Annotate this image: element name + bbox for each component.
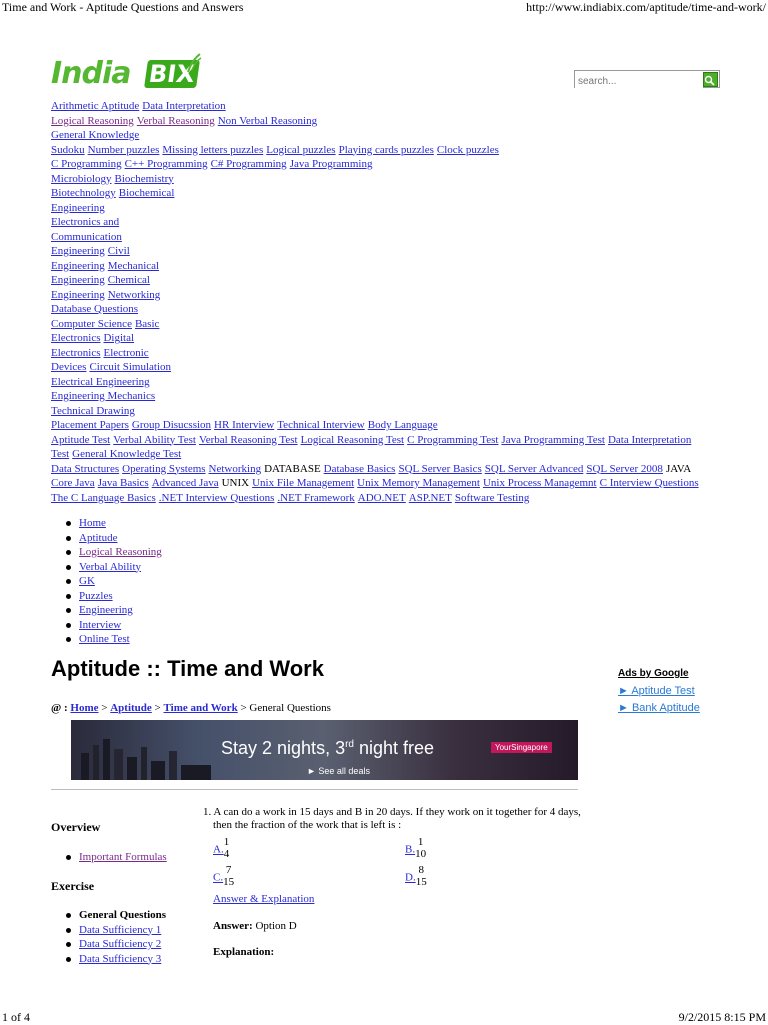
category-links-row [51,172,721,187]
category-link[interactable]: Data Interpretation [142,100,226,112]
menu-item [61,603,162,618]
list-item [61,952,166,967]
option-d[interactable] [405,866,427,890]
menu-link[interactable]: GK [79,575,95,587]
list-item [61,923,166,938]
category-link[interactable]: Java Programming [289,158,373,170]
category-link[interactable]: The C Language Basics [51,491,156,504]
category-link[interactable]: Unix File Management [252,477,355,489]
menu-item [61,589,162,604]
menu-item [61,516,162,531]
category-link[interactable]: Biotechnology [51,187,116,199]
banner-headline-pre: Stay 2 nights, 3 [221,738,346,758]
category-link[interactable]: Electronic [103,346,149,359]
category-links-row [51,302,721,317]
explanation-label: Explanation: [213,946,275,958]
category-link[interactable]: Software Testing [454,491,530,504]
print-header-url: http://www.indiabix.com/aptitude/time-and-work/ [526,0,766,14]
category-link[interactable]: Biochemistry [114,172,174,185]
answer-value: Option D [255,920,297,932]
category-link[interactable]: General Knowledge [51,129,140,141]
print-footer-datetime: 9/2/2015 8:15 PM [678,1010,766,1024]
category-link[interactable]: .NET Framework [277,491,355,504]
menu-item [61,618,162,633]
category-link[interactable]: Logical puzzles [266,143,336,156]
category-link[interactable]: Engineering [51,201,105,214]
exercise-list [61,908,166,966]
category-links-row [51,114,721,129]
list-item [61,908,166,923]
fraction-numerator: 1 [417,836,424,848]
page-title: Aptitude :: Time and Work [51,656,324,681]
category-link[interactable]: Non Verbal Reasoning [217,114,318,127]
menu-link[interactable]: Home [79,517,106,529]
category-links-row [51,346,721,361]
category-links-row [51,404,721,419]
category-link[interactable]: Number puzzles [87,143,160,156]
category-link[interactable]: C Programming Test [407,433,499,446]
important-formulas-link[interactable]: Important Formulas [79,851,167,863]
print-footer-page: 1 of 4 [2,1010,30,1024]
category-link[interactable]: Operating Systems [122,462,206,475]
category-link[interactable]: Playing cards puzzles [338,143,434,156]
category-link[interactable]: Engineering [51,288,105,301]
option-a[interactable] [213,838,229,862]
category-link[interactable]: Advanced Java [151,477,219,489]
category-link[interactable]: Unix Memory Management [357,477,480,489]
exercise-heading: Exercise [51,879,95,893]
menu-link[interactable]: Verbal Ability [79,560,142,573]
category-link[interactable]: Communication [51,230,122,243]
fraction-numerator: 7 [225,864,232,876]
category-link[interactable]: Devices [51,361,87,373]
banner-headline-post: night free [353,738,435,758]
fraction-numerator: 8 [418,864,424,876]
divider [51,789,578,790]
exercise-link[interactable]: Data Sufficiency 2 [79,938,162,950]
category-link[interactable]: Unix Process Managemnt [482,477,597,489]
ad-banner[interactable] [71,720,578,780]
category-link[interactable]: Engineering Mechanics [51,390,156,402]
logo-swoosh-icon [186,52,202,74]
category-label: JAVA [665,462,692,475]
category-links-row [51,433,721,448]
question-text-line2: then the fraction of the work that is left is : [213,819,402,831]
category-link[interactable]: Microbiology [51,172,112,185]
menu-item [61,560,162,575]
category-link[interactable]: Digital [103,332,135,344]
category-link[interactable]: Java Basics [97,477,149,489]
category-link[interactable]: Civil [107,245,130,257]
menu-link[interactable]: Interview [79,618,122,631]
menu-link[interactable]: Online Test [79,633,130,645]
search-box [574,70,720,88]
category-link[interactable]: Mechanical [107,259,160,272]
question [203,806,603,832]
menu-link[interactable]: Engineering [79,604,133,616]
category-link[interactable]: Database Basics [323,462,396,475]
category-link[interactable]: Circuit Simulation [89,361,172,373]
banner-cta[interactable]: ► See all deals [307,766,370,776]
category-links-row [51,230,721,245]
fraction-numerator: 1 [223,836,230,848]
category-link[interactable]: Engineering [51,245,105,257]
breadcrumb-prefix: @ : [51,702,68,714]
ad-link-bank-aptitude[interactable]: ► Bank Aptitude [618,702,700,714]
category-link[interactable]: C# Programming [210,158,287,170]
breadcrumb-home[interactable]: Home [70,702,99,714]
category-link[interactable]: Computer Science [51,317,132,330]
ad-link-aptitude-test[interactable]: ► Aptitude Test [618,685,695,697]
option-label[interactable]: A. [213,843,224,856]
category-links-row [51,491,721,506]
category-link[interactable]: Database Questions [51,303,139,315]
category-link[interactable]: Chemical [107,274,150,286]
category-link[interactable]: Electronics and [51,216,120,228]
category-link[interactable]: Data Structures [51,462,120,475]
category-links-row [51,418,721,433]
category-label: UNIX [221,477,250,489]
fraction [223,864,234,888]
fraction [416,864,427,888]
exercise-link[interactable]: Data Sufficiency 3 [79,952,162,965]
category-links-row [51,273,721,288]
category-link[interactable]: Networking [208,462,262,475]
category-link[interactable]: C++ Programming [124,158,208,170]
category-links-row [51,157,721,172]
category-link[interactable]: Data Interpretation [607,433,692,446]
banner-headline [221,738,434,759]
question-text-line1: A can do a work in 15 days and B in 20 days. If they work on it together for 4 days, [213,806,581,818]
category-link[interactable]: Verbal Ability Test [113,433,196,446]
menu-item [61,531,162,546]
category-link[interactable]: ASP.NET [408,491,452,504]
menu-link[interactable]: Puzzles [79,589,113,602]
option-c[interactable] [213,866,234,890]
exercise-link[interactable]: Data Sufficiency 1 [79,923,162,936]
category-link[interactable]: Test [51,448,70,460]
answer-label: Answer: [213,920,253,932]
city-skyline-image [71,735,216,780]
category-link[interactable]: Logical Reasoning [51,114,134,127]
category-links-row [51,99,721,114]
logo-text-india: India [51,56,131,91]
site-logo[interactable] [51,52,201,96]
category-link[interactable]: Networking [107,288,161,301]
category-link[interactable]: Missing letters puzzles [162,143,264,156]
breadcrumb-aptitude[interactable]: Aptitude [110,702,152,714]
category-links-row [51,244,721,259]
menu-link[interactable]: Logical Reasoning [79,546,162,558]
category-link[interactable]: Sudoku [51,143,85,156]
exercise-current: General Questions [79,909,167,921]
category-links-row [51,317,721,332]
breadcrumb-topic[interactable]: Time and Work [163,702,238,714]
search-icon [704,75,715,86]
category-link[interactable]: Electrical Engineering [51,375,150,388]
category-links-row [51,360,721,375]
fraction-denominator: 15 [223,876,235,888]
category-links-row [51,215,721,230]
question-number: 1. [203,806,212,818]
category-link[interactable]: .NET Interview Questions [158,491,275,504]
category-links-row [51,186,721,201]
category-link[interactable]: Verbal Reasoning [136,114,215,127]
banner-brand-logo: YourSingapore [491,742,552,753]
category-link[interactable]: ADO.NET [357,491,406,504]
category-links-row [51,143,721,158]
answer [213,920,297,932]
category-link[interactable]: Basic [134,317,160,330]
category-links-row [51,259,721,274]
category-links-row [51,201,721,216]
category-links-row [51,447,721,462]
category-link[interactable]: C Programming [51,158,122,170]
menu-item [61,632,162,647]
category-links-row [51,288,721,303]
option-label[interactable]: B. [405,843,416,856]
category-link[interactable]: SQL Server Advanced [484,462,584,475]
logo-text-bix: BIX [144,60,200,88]
category-link[interactable]: Electronics [51,332,101,344]
category-link[interactable]: Core Java [51,477,95,489]
overview-heading: Overview [51,820,101,834]
category-link[interactable]: Java Programming Test [501,433,605,446]
category-link[interactable]: Arithmetic Aptitude [51,100,140,112]
category-link[interactable]: Technical Drawing [51,404,135,417]
fraction-denominator: 4 [223,848,230,860]
fraction [415,836,426,860]
ads-title[interactable]: Ads by Google [618,668,689,679]
banner-headline-sup: rd [345,739,354,750]
category-link[interactable]: HR Interview [214,419,275,431]
option-label[interactable]: D. [405,871,416,884]
category-link[interactable]: Clock puzzles [436,143,499,156]
print-header-title: Time and Work - Aptitude Questions and Answers [2,0,244,14]
overview-list [61,850,167,865]
list-item [61,850,167,865]
category-links-row [51,476,721,491]
option-b[interactable] [405,838,426,862]
answer-explanation-link[interactable]: Answer & Explanation [213,893,315,905]
category-link[interactable]: Technical Interview [277,419,365,431]
category-link[interactable]: SQL Server 2008 [586,462,663,475]
menu-item [61,545,162,560]
category-link[interactable]: General Knowledge Test [72,448,182,460]
category-link[interactable]: Engineering [51,259,105,272]
category-links-row [51,331,721,346]
category-link[interactable]: Aptitude Test [51,433,111,446]
fraction-denominator: 10 [415,848,427,860]
category-link[interactable]: Logical Reasoning Test [300,433,405,446]
category-link[interactable]: SQL Server Basics [398,462,482,475]
category-links [51,99,721,505]
category-links-row [51,462,721,477]
menu-item [61,574,162,589]
fraction [224,836,230,860]
category-links-row [51,389,721,404]
option-label[interactable]: C. [213,871,224,884]
category-label: DATABASE [264,462,321,475]
fraction-denominator: 15 [415,876,427,888]
category-link[interactable]: Placement Papers [51,419,129,431]
category-link[interactable]: Body Language [367,419,438,431]
category-link[interactable]: C Interview Questions [599,477,699,489]
category-link[interactable]: Group Disucssion [131,419,212,431]
menu-link[interactable]: Aptitude [79,531,118,544]
search-input[interactable] [575,74,703,90]
search-button[interactable] [703,72,718,87]
category-link[interactable]: Electronics [51,346,101,359]
list-item [61,937,166,952]
breadcrumb-current: General Questions [249,702,331,714]
breadcrumb: @ : Home > Aptitude > Time and Work > General Questions [51,702,331,714]
category-links-row [51,375,721,390]
category-links-row [51,128,721,143]
main-menu [61,516,162,647]
category-link[interactable]: Engineering [51,274,105,286]
category-link[interactable]: Verbal Reasoning Test [198,433,298,446]
category-link[interactable]: Biochemical [118,187,175,199]
